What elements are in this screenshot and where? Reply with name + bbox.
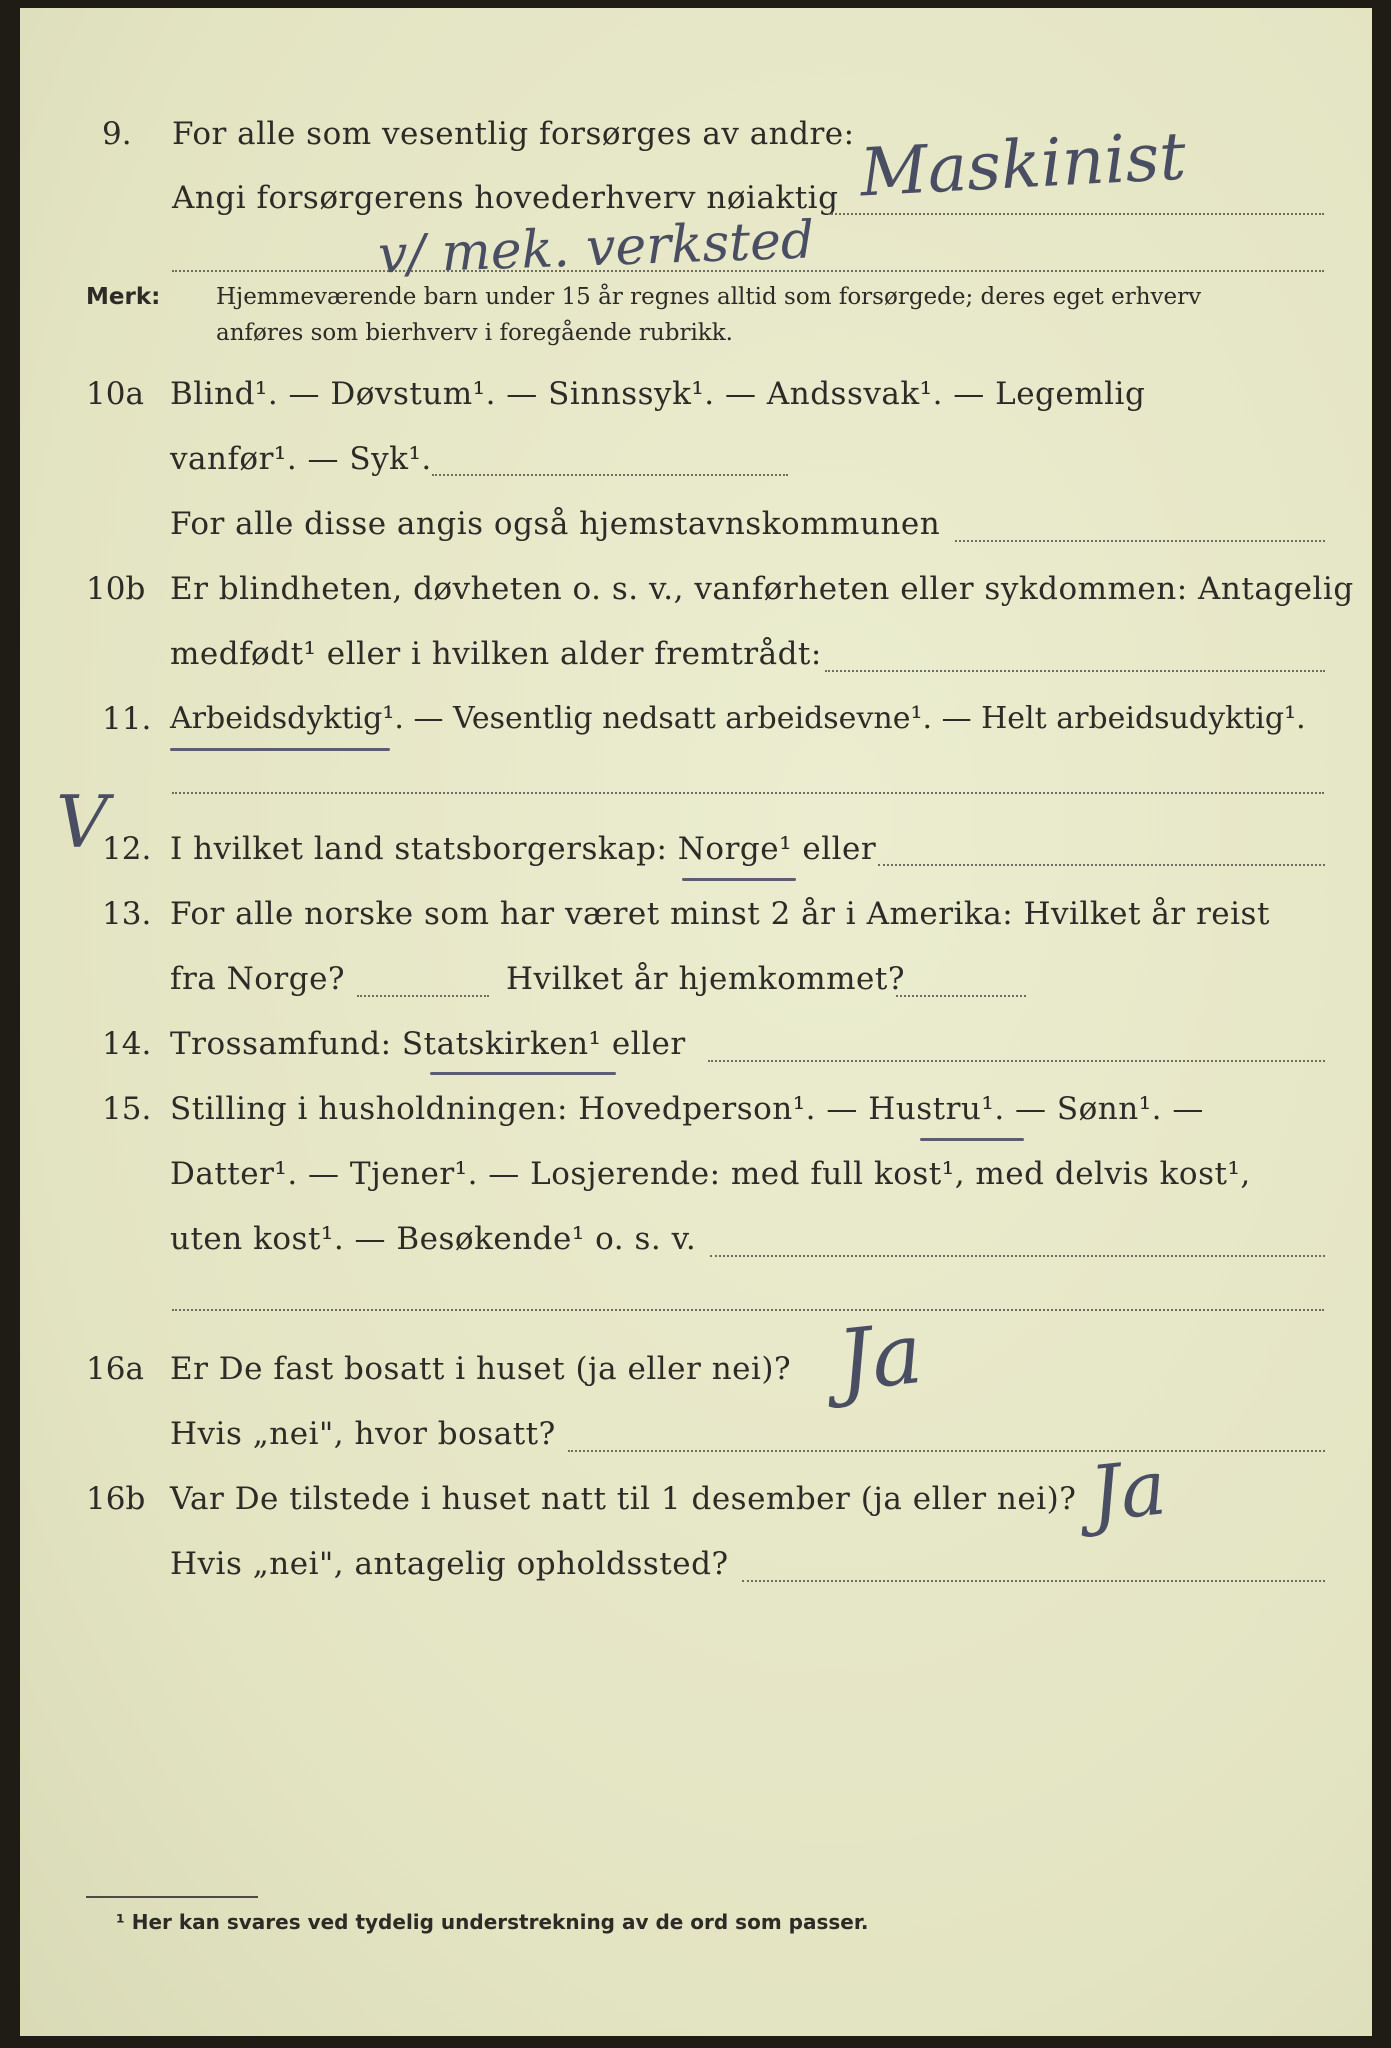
census-form-page [20,8,1372,2036]
q10a-syk-line [432,474,788,476]
q13-line1: For alle norske som har været minst 2 år i Amerika: Hvilket år reist [170,896,1270,932]
q9-line1: For alle som vesentlig forsørges av andre: [172,116,855,152]
q16a-answer-line [568,1450,1325,1452]
q10b-answer-line [825,670,1325,672]
q14-line1: Trossamfund: Statskirken¹ eller [170,1026,686,1062]
q11-answer-line [172,792,1324,794]
merk-label: Merk: [86,284,161,310]
q10a-hjemstavn-line [955,540,1325,542]
q10a-line1: Blind¹. — Døvstum¹. — Sinnssyk¹. — Andssvak¹. — Legemlig [170,376,1146,412]
q16b-answer-line [742,1580,1325,1582]
q13-line2a: fra Norge? [170,961,346,997]
q16b-number: 16b [86,1481,146,1517]
footnote-rule [86,1896,258,1898]
q13-line2b: Hvilket år hjemkommet? [506,961,905,997]
q15-answer-line2 [172,1309,1324,1311]
q15-line3: uten kost¹. — Besøkende¹ o. s. v. [170,1221,697,1257]
q14-number: 14. [102,1026,152,1062]
q16b-handwritten-answer: Ja [1085,1442,1171,1539]
q12-line1: I hvilket land statsborgerskap: Norge¹ eller [170,831,877,867]
q14-underline-statskirken [430,1072,616,1075]
q11-underline-arbeidsdyktig [170,748,390,751]
q12-number: 12. [102,831,152,867]
q9-answer-line [828,213,1324,215]
merk-line2: anføres som bierhverv i foregående rubrikk. [216,320,733,346]
q9-handwritten-answer1: Maskinist [858,117,1188,212]
q16b-line1: Var De tilstede i huset natt til 1 desember (ja eller nei)? [170,1481,1077,1517]
q10b-line2: medfødt¹ eller i hvilken alder fremtrådt: [170,636,822,672]
q12-answer-line [878,864,1325,866]
q15-line2: Datter¹. — Tjener¹. — Losjerende: med full kost¹, med delvis kost¹, [170,1156,1251,1192]
q12-underline-norge [682,878,796,881]
q16a-number: 16a [86,1351,144,1387]
q15-answer-line [710,1255,1325,1257]
q10a-line2: vanfør¹. — Syk¹. [170,441,432,477]
q16a-line1: Er De fast bosatt i huset (ja eller nei)? [170,1351,792,1387]
q15-underline-hustru [920,1138,1024,1141]
q10b-number: 10b [86,571,146,607]
q15-number: 15. [102,1091,152,1127]
q10a-number: 10a [86,376,144,412]
q9-line2: Angi forsørgerens hovederhverv nøiaktig [172,180,839,216]
q12-check-mark: V [56,780,108,864]
merk-line1: Hjemmeværende barn under 15 år regnes alltid som forsørgede; deres eget erhverv [216,284,1202,310]
q10b-line1: Er blindheten, døvheten o. s. v., vanførheten eller sykdommen: Antagelig [170,571,1354,607]
q16a-handwritten-answer: Ja [833,1303,927,1411]
q16b-line2: Hvis „nei", antagelig opholdssted? [170,1546,729,1582]
q13-reist-line [357,995,489,997]
q13-number: 13. [102,896,152,932]
q14-answer-line [708,1060,1325,1062]
q13-hjemkommet-line [896,995,1026,997]
q11-line1: Arbeidsdyktig¹. — Vesentlig nedsatt arbeidsevne¹. — Helt arbeidsudyktig¹. [170,701,1306,736]
q9-handwritten-answer2: v/ mek. verksted [377,210,816,286]
q10a-line3: For alle disse angis også hjemstavnskommunen [170,506,941,542]
q9-number: 9. [102,116,132,152]
q16a-line2: Hvis „nei", hvor bosatt? [170,1416,556,1452]
q11-number: 11. [102,701,152,737]
q15-line1: Stilling i husholdningen: Hovedperson¹. — Hustru¹. — Sønn¹. — [170,1091,1204,1127]
footnote: ¹ Her kan svares ved tydelig understrekning av de ord som passer. [116,1910,869,1934]
